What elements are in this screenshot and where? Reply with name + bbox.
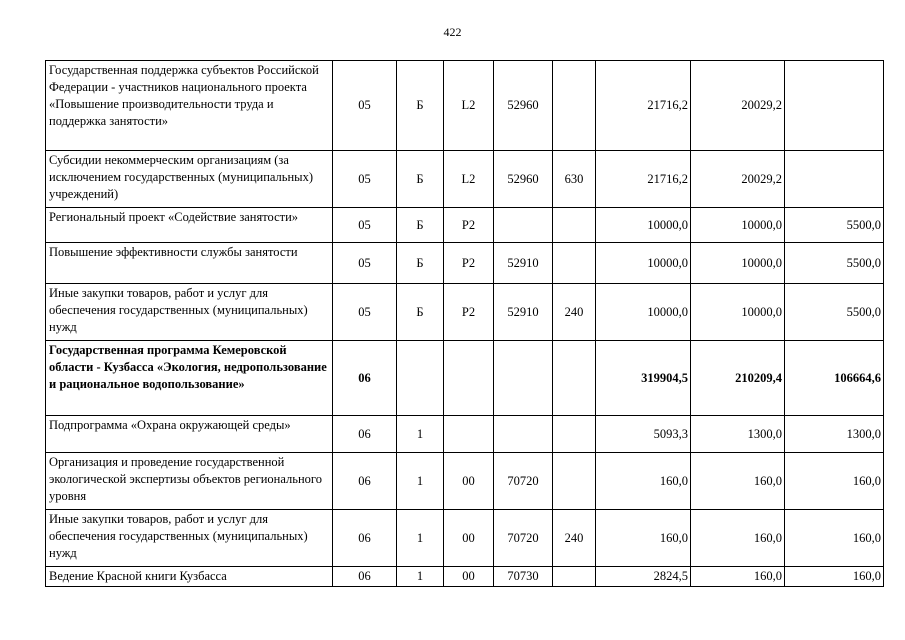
cell-amount-3: 5500,0 [785, 243, 884, 284]
row-name: Повышение эффективности службы занятости [46, 243, 333, 284]
cell-amount-3: 160,0 [785, 567, 884, 587]
cell-direction [494, 208, 553, 243]
cell-section: 06 [333, 567, 397, 587]
row-name: Региональный проект «Содействие занятости» [46, 208, 333, 243]
table-row [46, 453, 884, 510]
cell-section: 06 [333, 453, 397, 510]
table-row [46, 284, 884, 341]
cell-section: 05 [333, 208, 397, 243]
row-name: Подпрограмма «Охрана окружающей среды» [46, 416, 333, 453]
cell-subprogram: 1 [397, 510, 444, 567]
budget-table [45, 60, 884, 587]
cell-program-item: P2 [444, 208, 494, 243]
cell-amount-1: 21716,2 [596, 61, 691, 151]
cell-program-item: L2 [444, 61, 494, 151]
table-row [46, 510, 884, 567]
table-row [46, 151, 884, 208]
cell-expense-type: 630 [553, 151, 596, 208]
row-name: Ведение Красной книги Кузбасса [46, 567, 333, 587]
cell-direction: 52910 [494, 284, 553, 341]
table-row [46, 416, 884, 453]
row-name: Субсидии некоммерческим организациям (за исключением государственных (муниципальных) учреждений) [46, 151, 333, 208]
cell-amount-2: 10000,0 [691, 284, 785, 341]
cell-amount-1: 5093,3 [596, 416, 691, 453]
row-name: Государственная программа Кемеровской области - Кузбасса «Экология, недропользование и рациональное водопользование» [46, 341, 333, 416]
cell-expense-type: 240 [553, 284, 596, 341]
cell-amount-1: 2824,5 [596, 567, 691, 587]
cell-amount-3 [785, 151, 884, 208]
cell-expense-type [553, 567, 596, 587]
cell-subprogram: 1 [397, 567, 444, 587]
cell-direction: 70730 [494, 567, 553, 587]
cell-amount-1: 10000,0 [596, 208, 691, 243]
cell-subprogram: Б [397, 151, 444, 208]
cell-section: 06 [333, 341, 397, 416]
row-name: Иные закупки товаров, работ и услуг для обеспечения государственных (муниципальных) нужд [46, 510, 333, 567]
cell-amount-2: 210209,4 [691, 341, 785, 416]
cell-direction: 70720 [494, 510, 553, 567]
cell-program-item: 00 [444, 510, 494, 567]
table-row [46, 341, 884, 416]
cell-direction: 52960 [494, 151, 553, 208]
cell-amount-2: 160,0 [691, 453, 785, 510]
cell-subprogram: 1 [397, 453, 444, 510]
cell-amount-2: 160,0 [691, 510, 785, 567]
cell-program-item: 00 [444, 567, 494, 587]
cell-amount-1: 160,0 [596, 453, 691, 510]
cell-program-item [444, 341, 494, 416]
cell-program-item: L2 [444, 151, 494, 208]
cell-amount-3: 106664,6 [785, 341, 884, 416]
cell-section: 06 [333, 416, 397, 453]
cell-subprogram: Б [397, 243, 444, 284]
cell-amount-1: 10000,0 [596, 284, 691, 341]
cell-section: 05 [333, 61, 397, 151]
row-name: Организация и проведение государственной экологической экспертизы объектов регионального уровня [46, 453, 333, 510]
cell-direction [494, 416, 553, 453]
cell-subprogram [397, 341, 444, 416]
cell-section: 06 [333, 510, 397, 567]
cell-direction: 52960 [494, 61, 553, 151]
cell-subprogram: Б [397, 208, 444, 243]
cell-program-item: 00 [444, 453, 494, 510]
cell-amount-2: 10000,0 [691, 243, 785, 284]
cell-expense-type: 240 [553, 510, 596, 567]
cell-amount-1: 160,0 [596, 510, 691, 567]
cell-program-item: P2 [444, 243, 494, 284]
cell-amount-3 [785, 61, 884, 151]
cell-amount-2: 20029,2 [691, 61, 785, 151]
cell-direction: 52910 [494, 243, 553, 284]
cell-amount-1: 10000,0 [596, 243, 691, 284]
row-name: Иные закупки товаров, работ и услуг для обеспечения государственных (муниципальных) нужд [46, 284, 333, 341]
cell-amount-3: 1300,0 [785, 416, 884, 453]
cell-section: 05 [333, 151, 397, 208]
row-name: Государственная поддержка субъектов Российской Федерации - участников национального проекта «Повышение производительности труда и поддержка занятости» [46, 61, 333, 151]
cell-program-item [444, 416, 494, 453]
cell-expense-type [553, 341, 596, 416]
cell-expense-type [553, 416, 596, 453]
cell-amount-2: 1300,0 [691, 416, 785, 453]
cell-amount-3: 5500,0 [785, 284, 884, 341]
cell-direction: 70720 [494, 453, 553, 510]
cell-amount-3: 160,0 [785, 510, 884, 567]
cell-expense-type [553, 208, 596, 243]
cell-expense-type [553, 243, 596, 284]
cell-direction [494, 341, 553, 416]
cell-amount-1: 319904,5 [596, 341, 691, 416]
table-row [46, 208, 884, 243]
cell-amount-1: 21716,2 [596, 151, 691, 208]
cell-subprogram: 1 [397, 416, 444, 453]
cell-subprogram: Б [397, 61, 444, 151]
cell-subprogram: Б [397, 284, 444, 341]
cell-program-item: P2 [444, 284, 494, 341]
page-number: 422 [443, 25, 462, 39]
table-row [46, 567, 884, 587]
cell-amount-2: 20029,2 [691, 151, 785, 208]
cell-expense-type [553, 453, 596, 510]
table-row [46, 61, 884, 151]
cell-section: 05 [333, 284, 397, 341]
cell-amount-2: 10000,0 [691, 208, 785, 243]
cell-expense-type [553, 61, 596, 151]
cell-amount-3: 160,0 [785, 453, 884, 510]
cell-amount-3: 5500,0 [785, 208, 884, 243]
cell-section: 05 [333, 243, 397, 284]
table-row [46, 243, 884, 284]
cell-amount-2: 160,0 [691, 567, 785, 587]
